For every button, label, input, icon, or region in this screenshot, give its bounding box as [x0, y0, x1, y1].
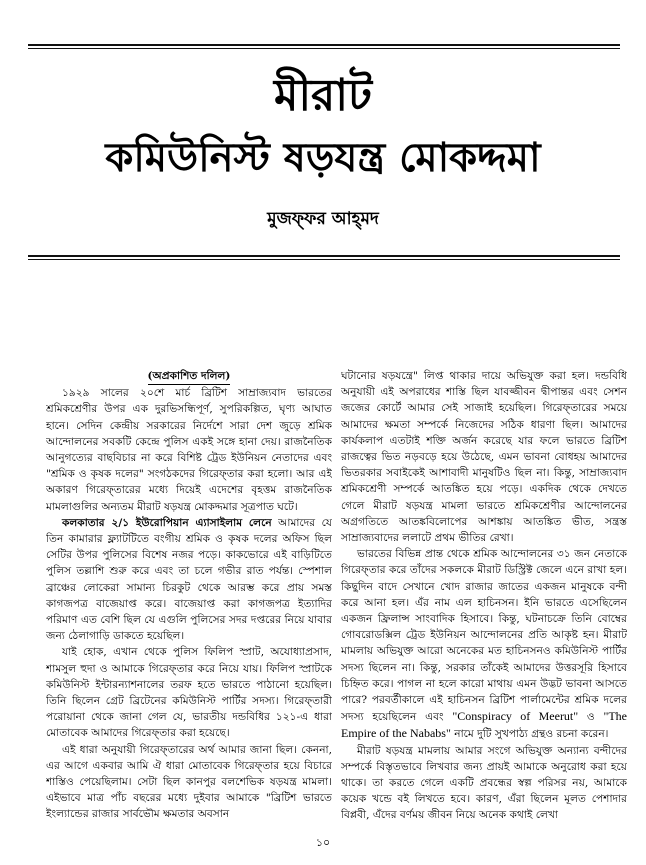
book-title-2: "The Empire of the Nababs"	[341, 709, 627, 741]
book-title-1: "Conspiracy of Meerut"	[452, 709, 579, 724]
paragraph: যাই হোক, এখান থেকে পুলিস ফিলিপ স্প্রাট, অযোধ্যাপ্রসাদ, শামসুল হুদা ও আমাকে গিরেফ্‌তার করে নিয়ে যায়। ফিলিপ স্প্রাটকে কমিউনিস্ট ইন্টারন্যাশনালের তরফ হতে ভারতে পাঠানো হয়েছিল। তিনি ছিলেন গ্রেট ব্রিটেনের কমিউনিস্ট পার্টির সদস্য। গিরেফ্‌তারী পরোয়ানা থেকে জানা গেল যে, ভারতীয় দন্ডবিধির ১২১-এ ধারা মোতাবেক আমাদের গিরেফ্‌তার করা হয়েছে।	[46, 646, 332, 740]
left-column	[46, 368, 332, 830]
paragraph-body: আমাদের যে তিন কামারার ফ্ল্যাটটিতে বংগীয় শ্রমিক ও কৃষক দলের অফিস ছিল সেটির উপর পুলিসের বিশেষ নজর পড়ে। কাকভোরে এই বাড়িটিতে পুলিস তল্লাশি শুরু করে এবং তা চলে গভীর রাত পর্যন্ত। স্পেশাল ব্রাঞ্চের লোকেরা সামান্য চিরকুট থেকে আরম্ভ করে প্রায় সমস্ত কাগজপত্র বাজেয়াপ্ত করে। বাজেয়াপ্ত করা কাগজপত্র ইত্যাদির পরিমাণ এত বেশি ছিল যে এগুলি পুলিসের সদর দপ্তরের নিয়ে যাবার জন্য ঠেলাগাড়ি ডাকতে হয়েছিল।	[46, 516, 332, 643]
title-line-2: কমিউনিস্ট ষড়যন্ত্র মোকদ্দমা	[105, 135, 541, 181]
top-rule-thin	[28, 48, 620, 49]
paragraph: ১৯২৯ সালের ২০শে মার্চ ব্রিটিশ সাম্রাজ্যবাদ ভারতের শ্রমিকশ্রেণীর উপর এক দুরভিসন্ধিপূর্ণ, সুপরিকল্পিত, ঘৃণ্য আঘাত হানে। সেদিন কেন্দ্রীয় সরকারের নির্দেশে সারা দেশ জুড়ে শ্রমিক আন্দোলনের সবকটি কেন্দ্রে পুলিস একই সঙ্গে হানা দেয়। রাজনৈতিক আনুগত্যের বাছবিচার না করে বিশিষ্ট ট্রেড ইউনিয়ন নেতাদের এবং "শ্রমিক ও কৃষক দলের" সংগঠকদের গিরেফ্‌তার করা হলো। আর এই অকারণ গিরেফ্‌তারের মধ্যে দিয়েই এদেশের বৃহত্তম রাজনৈতিক মামলাগুলির অন্যতম মীরাট ষড়যন্ত্র মোকদ্দমার সূত্রপাত ঘটে।	[46, 387, 332, 513]
header-bottom-rule	[28, 255, 620, 257]
kicker	[46, 368, 332, 385]
header-bottom-rule-thin	[28, 259, 620, 260]
paragraph: ঘটানোর ষড়যন্ত্রে" লিপ্ত থাকার দায়ে অভিযুক্ত করা হল। দন্ডবিধি অনুযায়ী এই অপরাধের শাস্তি ছিল যাবজ্জীবন দ্বীপান্তর এবং সেশন জজের কোর্টে আমার সেই সাজাই হয়েছিল। গিরেফ্‌তারের সময়ে আমাদের ক্ষমতা সম্পর্কে নিজেদের সঠিক ধারণা ছিল। আমাদের কার্যকলাপ এতটাই শক্তি অর্জন করেছে যার ফলে ভারতে ব্রিটিশ রাজত্বের ভিত নড়বড়ে হয়ে উঠেছে, এমন ভাবনা বোধহয় আমাদের ভিতরকার সবাইকেই আশাবাদী মানুষটিও ছিল না। কিন্তু, সাম্রাজ্যবাদ শ্রমিকশ্রেণী সম্পর্কে আতঙ্কিত হয়ে পড়ে। একদিক থেকে দেখতে গেলে মীরাট ষড়যন্ত্র মামলা ভারতে শ্রমিকশ্রেণীর আন্দোলনের অগ্রগতিতে আতঙ্কবিলোপের আশঙ্কায় আতঙ্কিত ভীত, সন্ত্রস্ত সাম্রাজ্যবাদের ললাটে প্রথম ভীতির রেখা।	[341, 370, 627, 545]
title-line-1: মীরাট	[274, 70, 372, 121]
paragraph	[341, 546, 627, 742]
paragraph	[46, 515, 332, 645]
paragraph: এই ধারা অনুযায়ী গিরেফ্‌তারের অর্থ আমার জানা ছিল। কেননা, এর আগে একবার আমি ঐ ধারা মোতাবেক গিরেফ্‌তার হয়ে বিচারে শাস্তিও পেয়েছিলাম। সেটা ছিল কানপুর বলশেভিক ষড়যন্ত্র মামলা। এইভাবে মাত্র পাঁচ বছরের মধ্যে দুইবার আমাকে "ব্রিটিশ ভারতে ইংল্যান্ডের রাজার সার্বভৌম ক্ষমতার অবসান	[46, 743, 332, 821]
paragraph: মীরাট ষড়যন্ত্র মামলায় আমার সংগে অভিযুক্ত অন্যান্য বন্দীদের সম্পর্কে বিস্তৃতভাবে লিখবার জন্য প্রায়ই আমাকে অনুরোধ করা হয়ে থাকে। তা করতে গেলে একটি প্রবন্ধের স্বল্প পরিসর নয়, আমাকে কয়েক খন্ডে বই লিখতে হবে। কারণ, এঁরা ছিলেন মূলত পেশাদার বিপ্লবী, এঁদের বর্ণময় জীবন নিয়ে অনেক কথাই লেখা	[341, 744, 627, 822]
paragraph-lead: কলকাতার ২/১ ইউরোপিয়ান এ্যাসাইলাম লেনে	[62, 516, 272, 529]
kicker-text: (অপ্রকাশিত দলিল)	[148, 368, 231, 385]
page-number: ১০	[315, 836, 331, 849]
paragraph-body: ভারতের বিভিন্ন প্রান্ত থেকে শ্রমিক আন্দোলনের ৩১ জন নেতাকে গিরেফ্‌তার করে তাঁদের সকলকে মীরাট ডিস্ট্রিক্ট জেলে এনে রাখা হল। কিছুদিন বাদে সেখানে খোদ রাজার জাতের একজন মানুষকে বন্দী করে আনা হল। এঁর নাম এল হাচিনসন। ইনি ভারতে এসেছিলেন একজন ফ্রিলান্স সাংবাদিক হিসাবে। কিন্তু, ঘটনাচক্রে তিনি বোম্বের গোবরোডক্সিল ট্রেড ইউনিয়ন আন্দোলনের প্রতি আকৃষ্ট হন। মীরাট মামলায় অভিযুক্ত আরো অনেকের মত হাচিনসনও কমিউনিস্ট পার্টির সদস্য ছিলেন না। কিন্তু, সরকার তাঁকেই আমাদের উত্তরসূরি হিসাবে চিহ্নিত করে। পাগল না হলে কারো মাথায় এমন উদ্ভট ভাবনা আসতে পারে? পরবর্তীকালে এই হাচিনসন ব্রিটিশ পার্লামেন্টের শ্রমিক দলের সদস্য হয়েছিলেন এবং	[341, 548, 627, 724]
right-column	[341, 368, 627, 830]
author-name: মুজফ্‌ফর আহ্‌মদ	[267, 209, 379, 229]
paragraph-tail: নামে দুটি সুখপাঠ্য গ্রন্থও রচনা করেন।	[450, 728, 609, 741]
top-rule	[28, 44, 620, 46]
conjunction: ও	[578, 711, 604, 724]
